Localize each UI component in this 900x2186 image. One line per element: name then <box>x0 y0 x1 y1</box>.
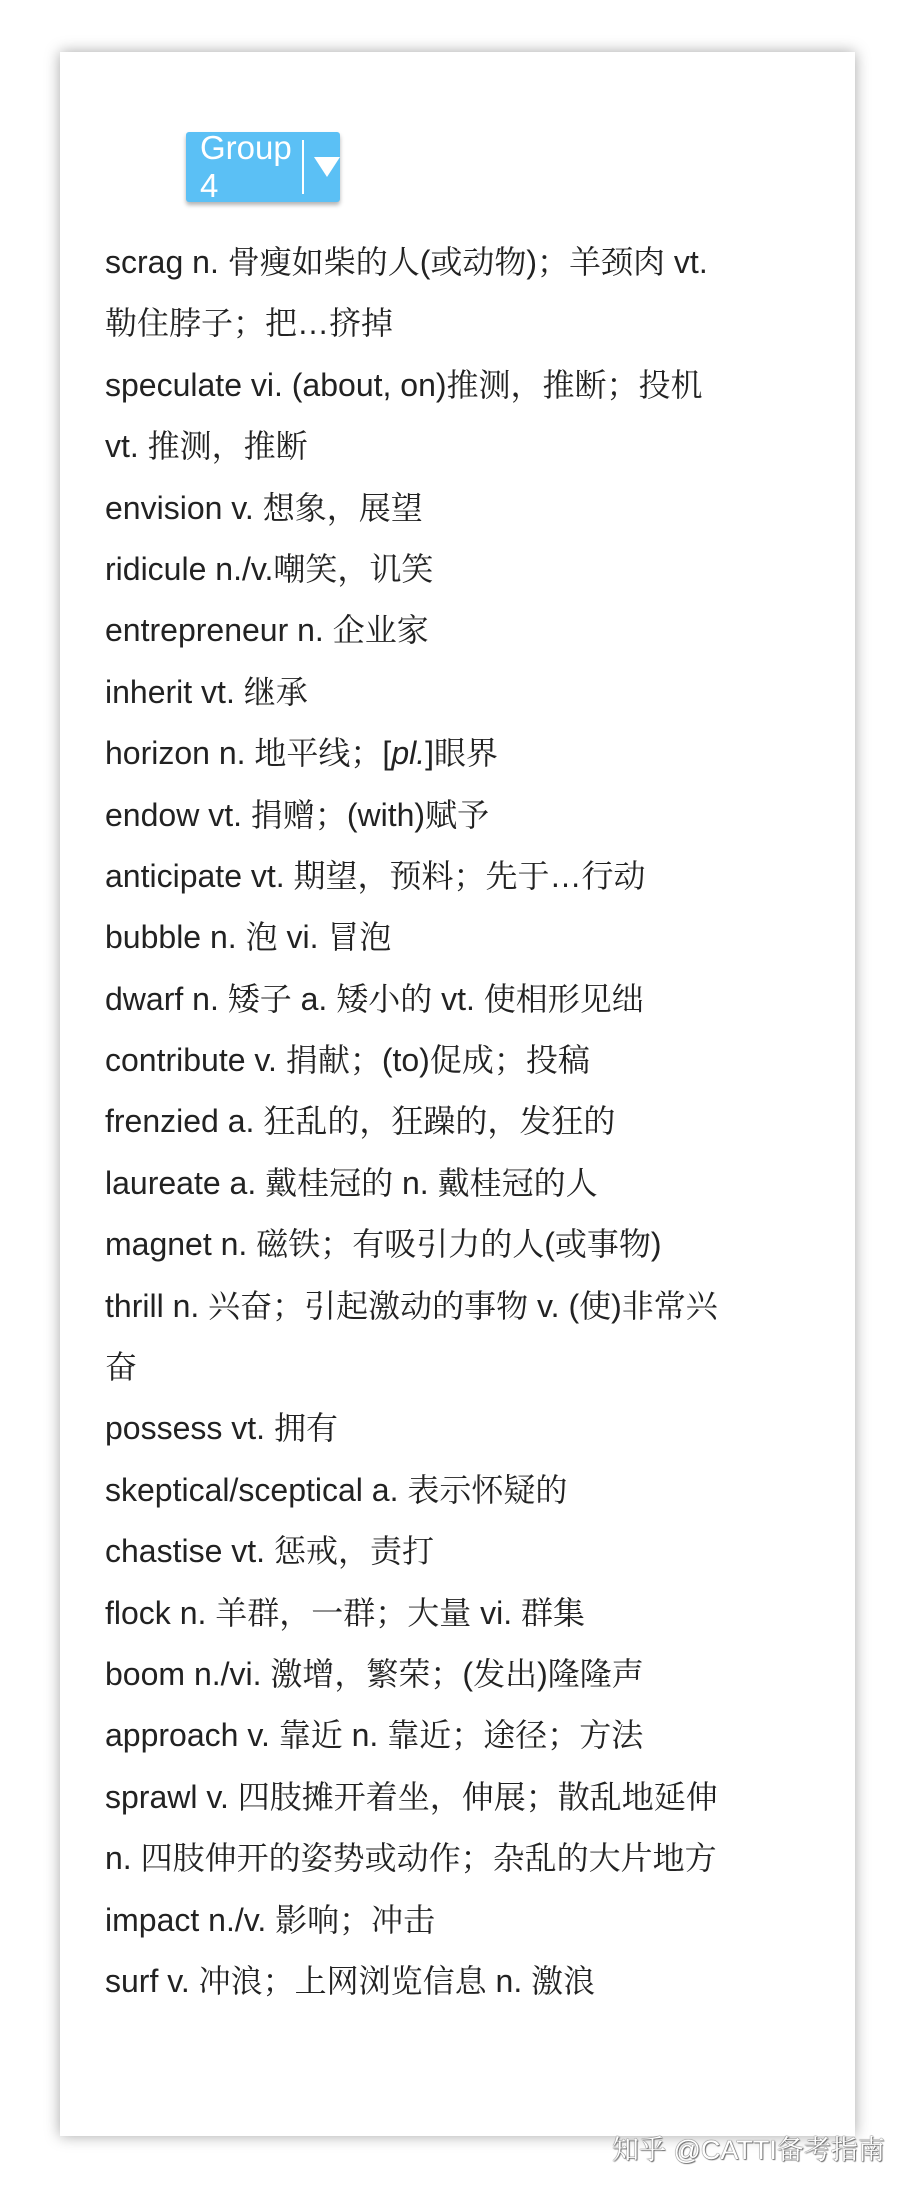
word-entry <box>105 232 825 355</box>
word-entry <box>105 1583 825 1644</box>
entry-line: laureate a. 戴桂冠的 n. 戴桂冠的人 <box>105 1164 598 1201</box>
entry-line: magnet n. 磁铁；有吸引力的人(或事物) <box>105 1226 662 1263</box>
group-selector-dropdown[interactable] <box>186 129 340 204</box>
entry-line: 勒住脖子；把…挤掉 <box>105 305 394 342</box>
entry-line: envision v. 想象，展望 <box>105 489 423 526</box>
entry-line: impact n./v. 影响；冲击 <box>105 1901 436 1938</box>
word-entry <box>105 723 825 784</box>
word-entry <box>105 1705 825 1766</box>
word-entry <box>105 1890 825 1951</box>
word-entry <box>105 1767 825 1890</box>
divider <box>302 140 304 194</box>
entry-line: n. 四肢伸开的姿势或动作；杂乱的大片地方 <box>105 1840 717 1877</box>
entry-line: sprawl v. 四肢摊开着坐，伸展；散乱地延伸 <box>105 1778 718 1815</box>
word-entry <box>105 600 825 661</box>
entry-line: entrepreneur n. 企业家 <box>105 612 429 649</box>
entry-line: vt. 推测，推断 <box>105 428 308 465</box>
word-list <box>105 232 825 2012</box>
entry-line: flock n. 羊群，一群；大量 vi. 群集 <box>105 1594 586 1631</box>
entry-line: scrag n. 骨瘦如柴的人(或动物)；羊颈肉 vt. <box>105 244 708 280</box>
word-entry <box>105 907 825 968</box>
group-label: Group 4 <box>200 129 292 204</box>
entry-line: thrill n. 兴奋；引起激动的事物 v. (使)非常兴 <box>105 1287 718 1324</box>
entry-line: ridicule n./v.嘲笑，讥笑 <box>105 550 434 587</box>
word-entry <box>105 1460 825 1521</box>
entry-line: speculate vi. (about, on)推测，推断；投机 <box>105 366 703 403</box>
entry-line: possess vt. 拥有 <box>105 1410 338 1447</box>
entry-line: chastise vt. 惩戒，责打 <box>105 1533 434 1570</box>
word-entry <box>105 1644 825 1705</box>
entry-line: skeptical/sceptical a. 表示怀疑的 <box>105 1471 568 1508</box>
word-entry <box>105 846 825 907</box>
entry-line: endow vt. 捐赠；(with)赋予 <box>105 796 490 833</box>
entry-line: inherit vt. 继承 <box>105 673 308 710</box>
word-entry <box>105 1091 825 1152</box>
word-entry <box>105 1276 825 1399</box>
word-entry <box>105 969 825 1030</box>
entry-line: boom n./vi. 激增，繁荣；(发出)隆隆声 <box>105 1655 644 1692</box>
entry-line: contribute v. 捐献；(to)促成；投稿 <box>105 1042 590 1079</box>
word-entry <box>105 478 825 539</box>
word-entry <box>105 539 825 600</box>
entry-line: dwarf n. 矮子 a. 矮小的 vt. 使相形见绌 <box>105 980 644 1017</box>
word-entry <box>105 1214 825 1275</box>
italic-abbrev: pl. <box>391 735 426 772</box>
word-entry <box>105 355 825 478</box>
chevron-down-icon[interactable] <box>314 157 340 177</box>
word-entry <box>105 785 825 846</box>
entry-line: 奋 <box>105 1349 138 1386</box>
word-entry <box>105 1398 825 1459</box>
entry-line: frenzied a. 狂乱的，狂躁的，发狂的 <box>105 1103 616 1140</box>
word-entry <box>105 1951 825 2012</box>
watermark: 知乎 @CATTI备考指南 <box>612 2135 885 2165</box>
entry-line: approach v. 靠近 n. 靠近；途径；方法 <box>105 1717 644 1754</box>
entry-line: anticipate vt. 期望，预料；先于…行动 <box>105 857 646 894</box>
word-entry <box>105 1030 825 1091</box>
word-entry <box>105 1521 825 1582</box>
entry-line: horizon n. 地平线；[pl.]眼界 <box>105 735 499 772</box>
entry-line: bubble n. 泡 vi. 冒泡 <box>105 919 392 956</box>
word-entry <box>105 662 825 723</box>
vocabulary-card <box>60 52 855 2136</box>
word-entry <box>105 1153 825 1214</box>
entry-line: surf v. 冲浪；上网浏览信息 n. 激浪 <box>105 1962 596 1999</box>
